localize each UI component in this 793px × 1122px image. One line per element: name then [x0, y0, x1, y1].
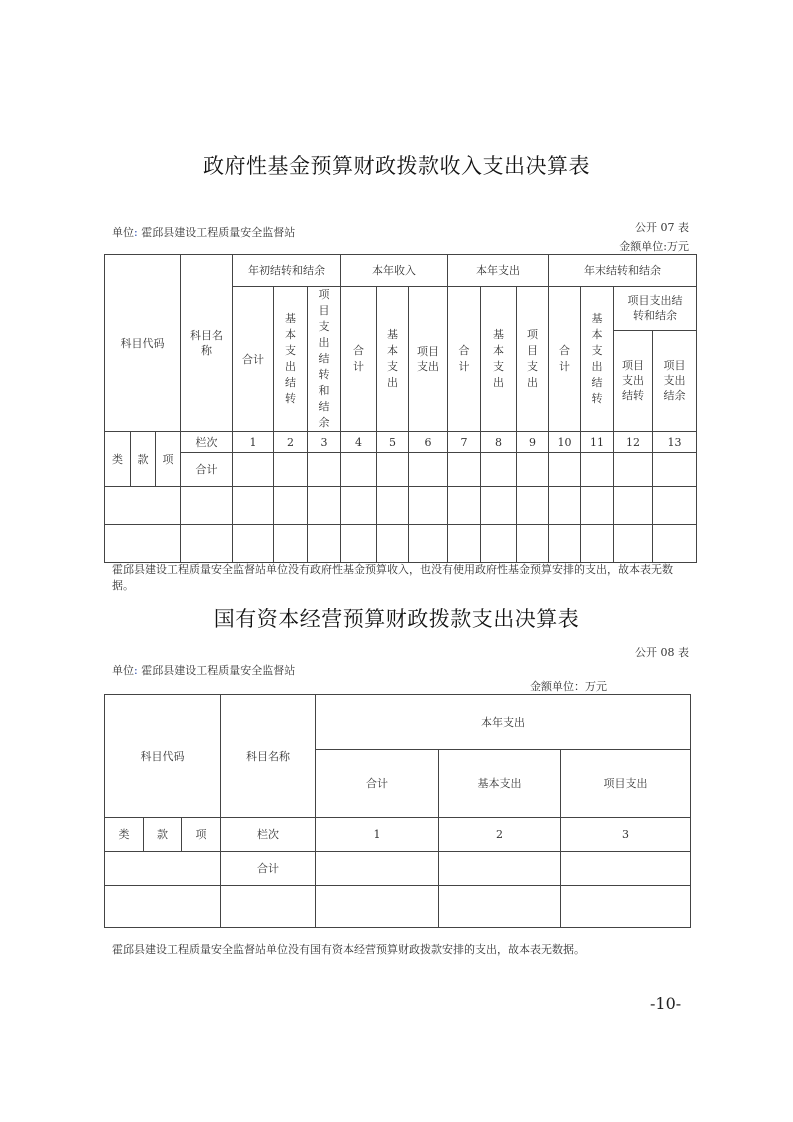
unit-label: 单位	[112, 226, 134, 239]
cell	[614, 487, 653, 525]
cell	[377, 487, 409, 525]
cell	[181, 525, 233, 563]
cell	[581, 525, 614, 563]
cell	[448, 453, 481, 487]
cell	[517, 453, 549, 487]
cell	[653, 525, 697, 563]
total-row-label: 合计	[221, 852, 316, 886]
cell	[105, 886, 221, 928]
table1-code: 公开 07 表	[635, 221, 689, 234]
income-basic-text: 基本支出	[387, 328, 398, 389]
column-number: 13	[653, 432, 697, 453]
table-row	[105, 886, 691, 928]
opening-basic-text: 基本支出结转	[285, 312, 296, 405]
column-number: 4	[341, 432, 377, 453]
column-number: 7	[448, 432, 481, 453]
cell	[439, 886, 561, 928]
table1-title: 政府性基金预算财政拨款收入支出决算表	[203, 154, 590, 178]
column-index-label: 栏次	[181, 432, 233, 453]
table2-amount-unit: 金额单位：万元	[530, 680, 607, 693]
closing-basic-text: 基本支出结转	[591, 312, 603, 405]
cell	[561, 852, 691, 886]
cell	[274, 525, 308, 563]
cell	[409, 453, 448, 487]
cell	[517, 487, 549, 525]
table2-unit: 单位: 霍邱县建设工程质量安全监督站	[112, 664, 296, 677]
column-number: 8	[481, 432, 517, 453]
cell	[233, 525, 274, 563]
cell	[549, 453, 581, 487]
header-opening-project	[308, 287, 341, 432]
column-number: 5	[377, 432, 409, 453]
table2	[104, 694, 691, 928]
column-number: 1	[316, 818, 439, 852]
cell	[448, 487, 481, 525]
header-closing-project-balance	[653, 330, 697, 432]
table2-code: 公开 08 表	[635, 646, 689, 659]
table1-note: 霍邱县建设工程质量安全监督站单位没有政府性基金预算收入，也没有使用政府性基金预算安排的支出，故本表无数据。	[112, 563, 673, 592]
cell	[274, 487, 308, 525]
cell	[549, 487, 581, 525]
header-group-income: 本年收入	[341, 255, 448, 287]
opening-project-text: 项目支出结转和结余	[318, 288, 330, 429]
cell	[481, 453, 517, 487]
header-expense-basic: 基本支出	[439, 750, 561, 818]
expense-project-text: 项目支出	[527, 328, 538, 389]
closing-project-balance-text: 项目支出结余	[663, 359, 686, 403]
header-income-basic	[377, 287, 409, 432]
column-number: 3	[308, 432, 341, 453]
header-closing-project-group	[614, 287, 697, 331]
header-group-expense: 本年支出	[316, 695, 691, 750]
header-expense-basic	[481, 287, 517, 432]
column-number: 10	[549, 432, 581, 453]
table1-total-row	[105, 453, 697, 487]
cell	[409, 487, 448, 525]
cell	[481, 487, 517, 525]
table2-title: 国有资本经营预算财政拨款支出决算表	[213, 607, 580, 631]
table1	[104, 254, 697, 563]
header-xiang: 项	[182, 818, 221, 852]
table1-unit: 单位: 霍邱县建设工程质量安全监督站	[112, 226, 296, 239]
cell	[581, 487, 614, 525]
header-kuan: 款	[131, 432, 156, 487]
table2-total-row	[105, 852, 691, 886]
cell	[233, 487, 274, 525]
table1-amount-unit: 金额单位:万元	[619, 240, 689, 253]
cell	[481, 525, 517, 563]
table-row	[105, 487, 697, 525]
cell	[614, 453, 653, 487]
cell	[549, 525, 581, 563]
column-number: 11	[581, 432, 614, 453]
cell	[439, 852, 561, 886]
cell	[274, 453, 308, 487]
cell	[221, 886, 316, 928]
header-closing-project-carry	[614, 330, 653, 432]
cell	[105, 525, 181, 563]
table2-note: 霍邱县建设工程质量安全监督站单位没有国有资本经营预算财政拨款安排的支出，故本表无数据。	[112, 943, 585, 956]
expense-basic-text: 基本支出	[493, 328, 504, 389]
cell	[517, 525, 549, 563]
income-project-text: 项目支出	[417, 345, 439, 373]
cell	[341, 525, 377, 563]
cell	[105, 487, 181, 525]
cell	[653, 487, 697, 525]
page-number: -10-	[650, 994, 682, 1013]
column-number: 9	[517, 432, 549, 453]
header-income-project	[409, 287, 448, 432]
closing-project-group-text: 项目支出结转和结余	[627, 294, 683, 323]
cell	[233, 453, 274, 487]
header-xiang: 项	[156, 432, 181, 487]
cell	[377, 453, 409, 487]
header-kuan: 款	[144, 818, 182, 852]
header-group-closing: 年末结转和结余	[549, 255, 697, 287]
header-group-expense: 本年支出	[448, 255, 549, 287]
column-number: 1	[233, 432, 274, 453]
total-row-label: 合计	[181, 453, 233, 487]
cell	[341, 453, 377, 487]
header-lei: 类	[105, 818, 144, 852]
header-closing-basic	[581, 287, 614, 432]
header-expense-project	[517, 287, 549, 432]
subject-name-text: 科目名称	[190, 329, 223, 357]
income-total-text: 合计	[353, 344, 364, 373]
unit-name: 霍邱县建设工程质量安全监督站	[141, 226, 296, 239]
cell	[561, 886, 691, 928]
cell	[614, 525, 653, 563]
header-expense-total	[448, 287, 481, 432]
cell	[581, 453, 614, 487]
closing-total-text: 合计	[559, 344, 570, 373]
header-expense-total: 合计	[316, 750, 439, 818]
cell	[105, 852, 221, 886]
header-opening-total: 合计	[233, 287, 274, 432]
header-subject-name	[181, 255, 233, 432]
header-lei: 类	[105, 432, 131, 487]
cell	[409, 525, 448, 563]
cell	[181, 487, 233, 525]
unit-label: 单位	[112, 664, 134, 677]
header-subject-name: 科目名称	[221, 695, 316, 818]
cell	[341, 487, 377, 525]
header-group-opening: 年初结转和结余	[233, 255, 341, 287]
closing-project-carry-text: 项目支出结转	[622, 359, 644, 403]
header-opening-basic	[274, 287, 308, 432]
unit-name: 霍邱县建设工程质量安全监督站	[141, 664, 296, 677]
column-number: 12	[614, 432, 653, 453]
column-number: 2	[439, 818, 561, 852]
header-closing-total	[549, 287, 581, 432]
cell	[377, 525, 409, 563]
cell	[448, 525, 481, 563]
header-expense-project: 项目支出	[561, 750, 691, 818]
column-number: 6	[409, 432, 448, 453]
cell	[316, 886, 439, 928]
column-number: 2	[274, 432, 308, 453]
expense-total-text: 合计	[458, 344, 470, 373]
header-subject-code: 科目代码	[105, 255, 181, 432]
header-income-total	[341, 287, 377, 432]
column-number: 3	[561, 818, 691, 852]
cell	[653, 453, 697, 487]
cell	[308, 525, 341, 563]
header-subject-code: 科目代码	[105, 695, 221, 818]
column-index-label: 栏次	[221, 818, 316, 852]
cell	[308, 453, 341, 487]
cell	[316, 852, 439, 886]
table-row	[105, 525, 697, 563]
cell	[308, 487, 341, 525]
